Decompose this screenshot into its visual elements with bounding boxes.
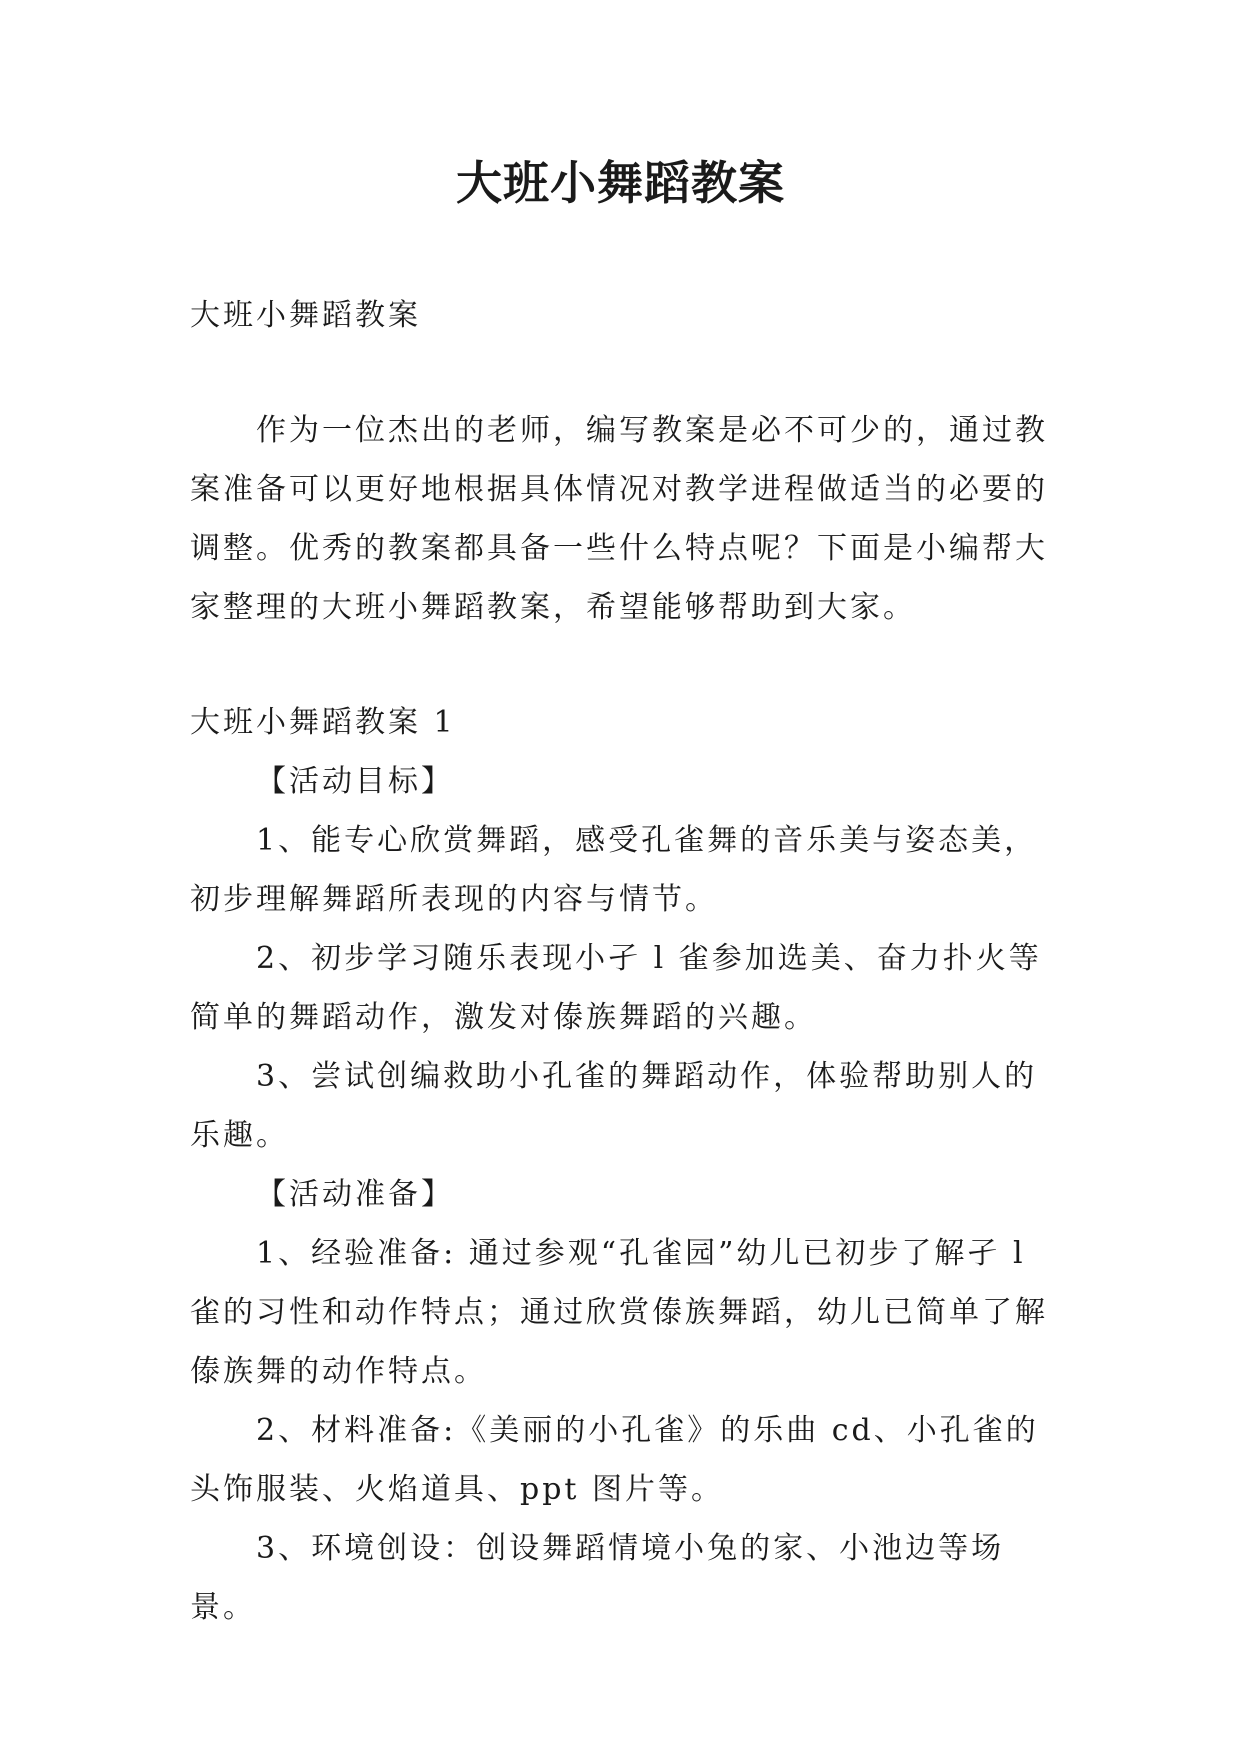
- document-body: [190, 286, 1048, 1637]
- prep-item: 1、经验准备: 通过参观“孔雀园”幼儿已初步了解孑 l 雀的习性和动作特点；通过欣赏傣族舞蹈，幼儿已简单了解傣族舞的动作特点。: [190, 1236, 1048, 1389]
- intro-paragraph: 作为一位杰出的老师，编写教案是必不可少的，通过教案准备可以更好地根据具体情况对教学进程做适当的必要的调整。优秀的教案都具备一些什么特点呢？下面是小编帮大家整理的大班小舞蹈教案，希望能够帮助到大家。: [190, 413, 1048, 625]
- goal-item: 2、初步学习随乐表现小孑 l 雀参加选美、奋力扑火等简单的舞蹈动作，激发对傣族舞蹈的兴趣。: [190, 941, 1042, 1035]
- document-subtitle: 大班小舞蹈教案: [190, 298, 421, 333]
- prep-item: 3、环境创设：创设舞蹈情境小兔的家、小池边等场景。: [190, 1531, 1005, 1625]
- document-title: 大班小舞蹈教案: [456, 156, 785, 210]
- prep-heading: 【活动准备】: [256, 1177, 454, 1212]
- goal-item: 1、能专心欣赏舞蹈，感受孔雀舞的音乐美与姿态美，初步理解舞蹈所表现的内容与情节。: [190, 823, 1038, 917]
- goals-heading: 【活动目标】: [256, 764, 454, 799]
- prep-item: 2、材料准备:《美丽的小孔雀》的乐曲 cd、小孔雀的头饰服装、火焰道具、ppt 图片等。: [190, 1413, 1039, 1507]
- goal-item: 3、尝试创编救助小孔雀的舞蹈动作，体验帮助别人的乐趣。: [190, 1059, 1038, 1153]
- section-heading: 大班小舞蹈教案 1: [190, 705, 456, 740]
